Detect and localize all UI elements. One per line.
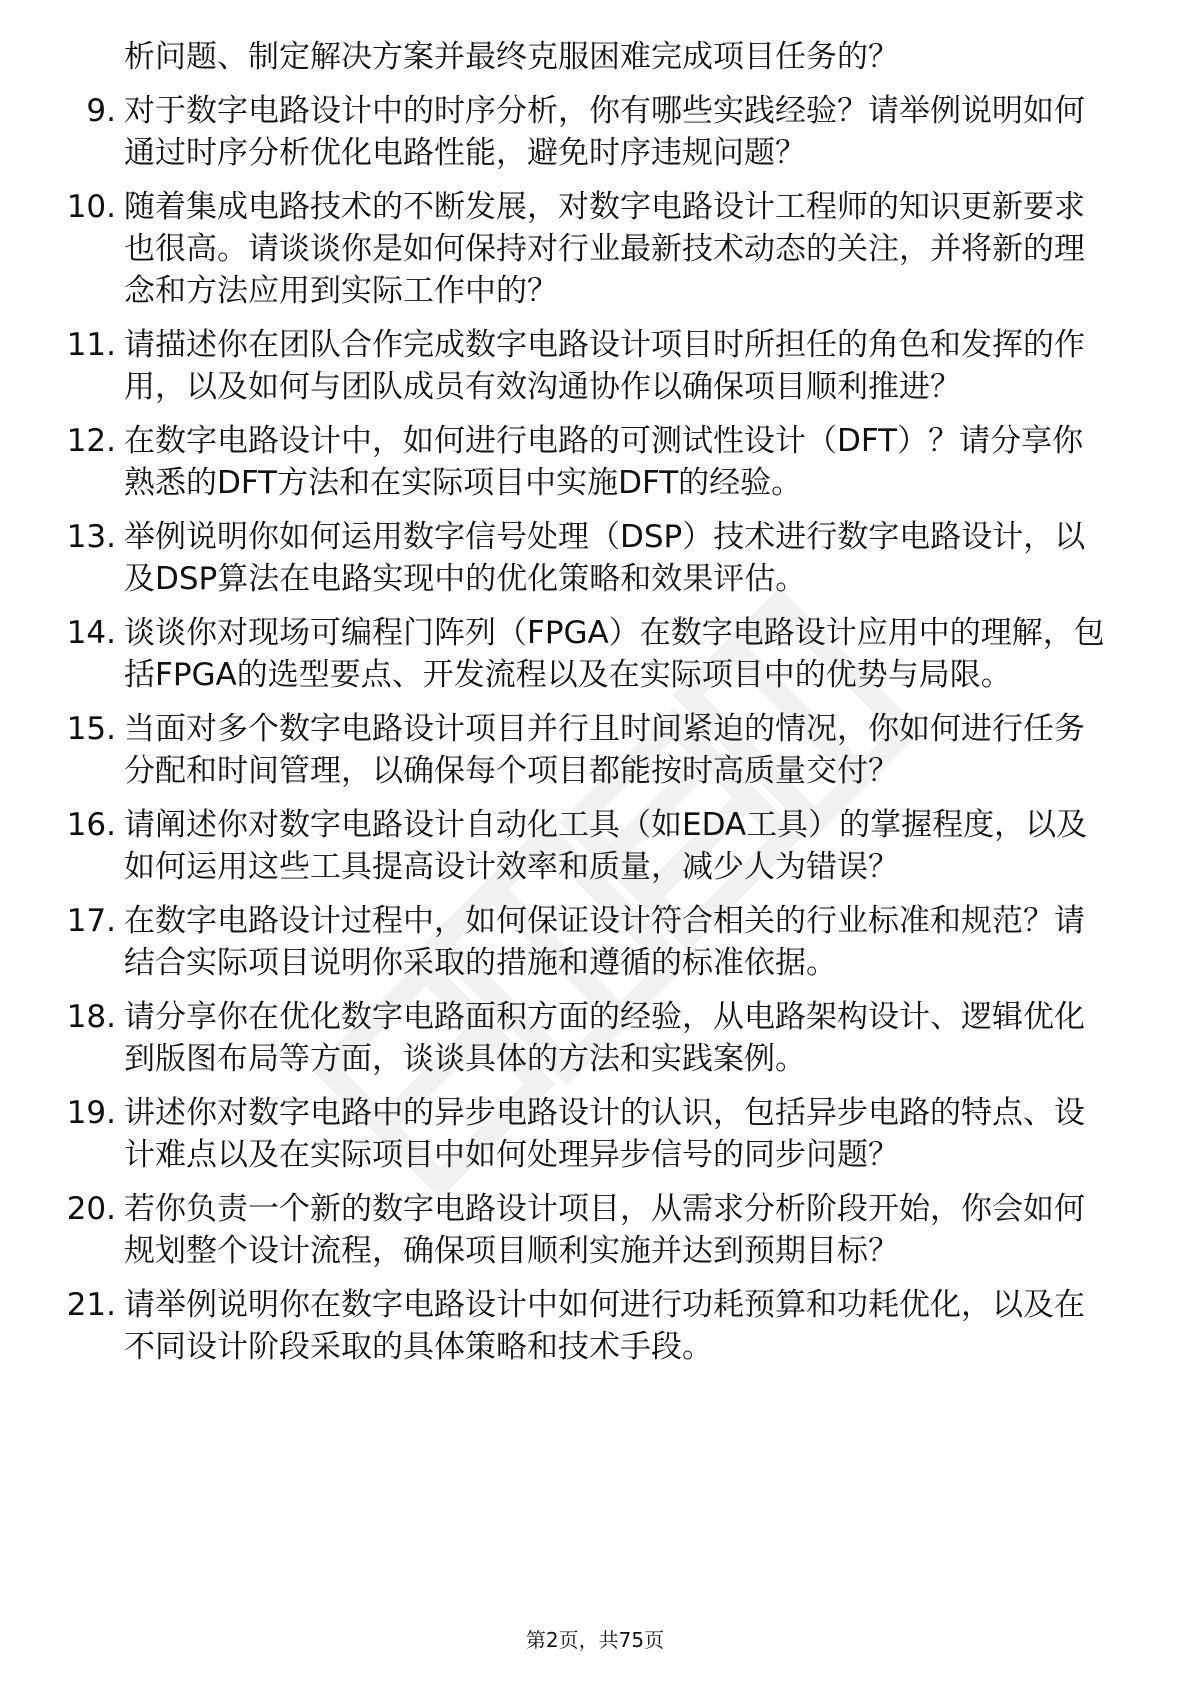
- question-number: 11.: [66, 327, 116, 363]
- question-item: [0, 612, 1190, 696]
- question-item: [0, 804, 1190, 888]
- question-number: 13.: [66, 519, 116, 555]
- question-text: 随着集成电路技术的不断发展，对数字电路设计工程师的知识更新要求也很高。请谈谈你是如何保持对行业最新技术动态的关注，并将新的理念和方法应用到实际工作中的？: [124, 189, 1085, 309]
- question-number: 14.: [66, 615, 116, 651]
- question-item: [0, 900, 1190, 984]
- continued-question-text: 析问题、制定解决方案并最终克服困难完成项目任务的？: [124, 39, 899, 75]
- question-item: [0, 516, 1190, 600]
- question-item: [0, 708, 1190, 792]
- question-item: [0, 1092, 1190, 1176]
- question-item: [0, 186, 1190, 312]
- question-text: 当面对多个数字电路设计项目并行且时间紧迫的情况，你如何进行任务分配和时间管理，以确保每个项目都能按时高质量交付？: [124, 711, 1085, 789]
- question-text: 谈谈你对现场可编程门阵列（FPGA）在数字电路设计应用中的理解，包括FPGA的选型要点、开发流程以及在实际项目中的优势与局限。: [124, 615, 1105, 693]
- question-item: [0, 90, 1190, 174]
- question-number: 10.: [66, 189, 116, 225]
- question-item: [0, 324, 1190, 408]
- question-item: [0, 1188, 1190, 1272]
- page-footer: 第2页，共75页: [525, 1628, 665, 1652]
- question-number: 19.: [66, 1095, 116, 1131]
- question-number: 20.: [66, 1191, 116, 1227]
- question-number: 15.: [66, 711, 116, 747]
- question-number: 17.: [66, 903, 116, 939]
- question-text: 在数字电路设计过程中，如何保证设计符合相关的行业标准和规范？请结合实际项目说明你采取的措施和遵循的标准依据。: [124, 903, 1085, 981]
- question-text: 请阐述你对数字电路设计自动化工具（如EDA工具）的掌握程度，以及如何运用这些工具提高设计效率和质量，减少人为错误？: [124, 807, 1088, 885]
- question-text: 请描述你在团队合作完成数字电路设计项目时所担任的角色和发挥的作用，以及如何与团队成员有效沟通协作以确保项目顺利推进？: [124, 327, 1085, 405]
- question-text: 讲述你对数字电路中的异步电路设计的认识，包括异步电路的特点、设计难点以及在实际项目中如何处理异步信号的同步问题？: [124, 1095, 1085, 1173]
- question-number: 9.: [86, 93, 116, 129]
- question-number: 18.: [66, 999, 116, 1035]
- question-text: 在数字电路设计中，如何进行电路的可测试性设计（DFT）？请分享你熟悉的DFT方法和在实际项目中实施DFT的经验。: [124, 423, 1084, 501]
- question-number: 12.: [66, 423, 116, 459]
- question-item: [0, 1284, 1190, 1368]
- page-content: [0, 36, 1190, 1380]
- question-text: 请举例说明你在数字电路设计中如何进行功耗预算和功耗优化，以及在不同设计阶段采取的具体策略和技术手段。: [124, 1287, 1085, 1365]
- question-text: 若你负责一个新的数字电路设计项目，从需求分析阶段开始，你会如何规划整个设计流程，确保项目顺利实施并达到预期目标？: [124, 1191, 1085, 1269]
- question-number: 21.: [66, 1287, 116, 1323]
- question-text: 请分享你在优化数字电路面积方面的经验，从电路架构设计、逻辑优化到版图布局等方面，谈谈具体的方法和实践案例。: [124, 999, 1085, 1077]
- question-item: [0, 420, 1190, 504]
- question-item: [0, 996, 1190, 1080]
- question-text: 对于数字电路设计中的时序分析，你有哪些实践经验？请举例说明如何通过时序分析优化电路性能，避免时序违规问题？: [124, 93, 1085, 171]
- question-number: 16.: [66, 807, 116, 843]
- question-text: 举例说明你如何运用数字信号处理（DSP）技术进行数字电路设计，以及DSP算法在电路实现中的优化策略和效果评估。: [124, 519, 1086, 597]
